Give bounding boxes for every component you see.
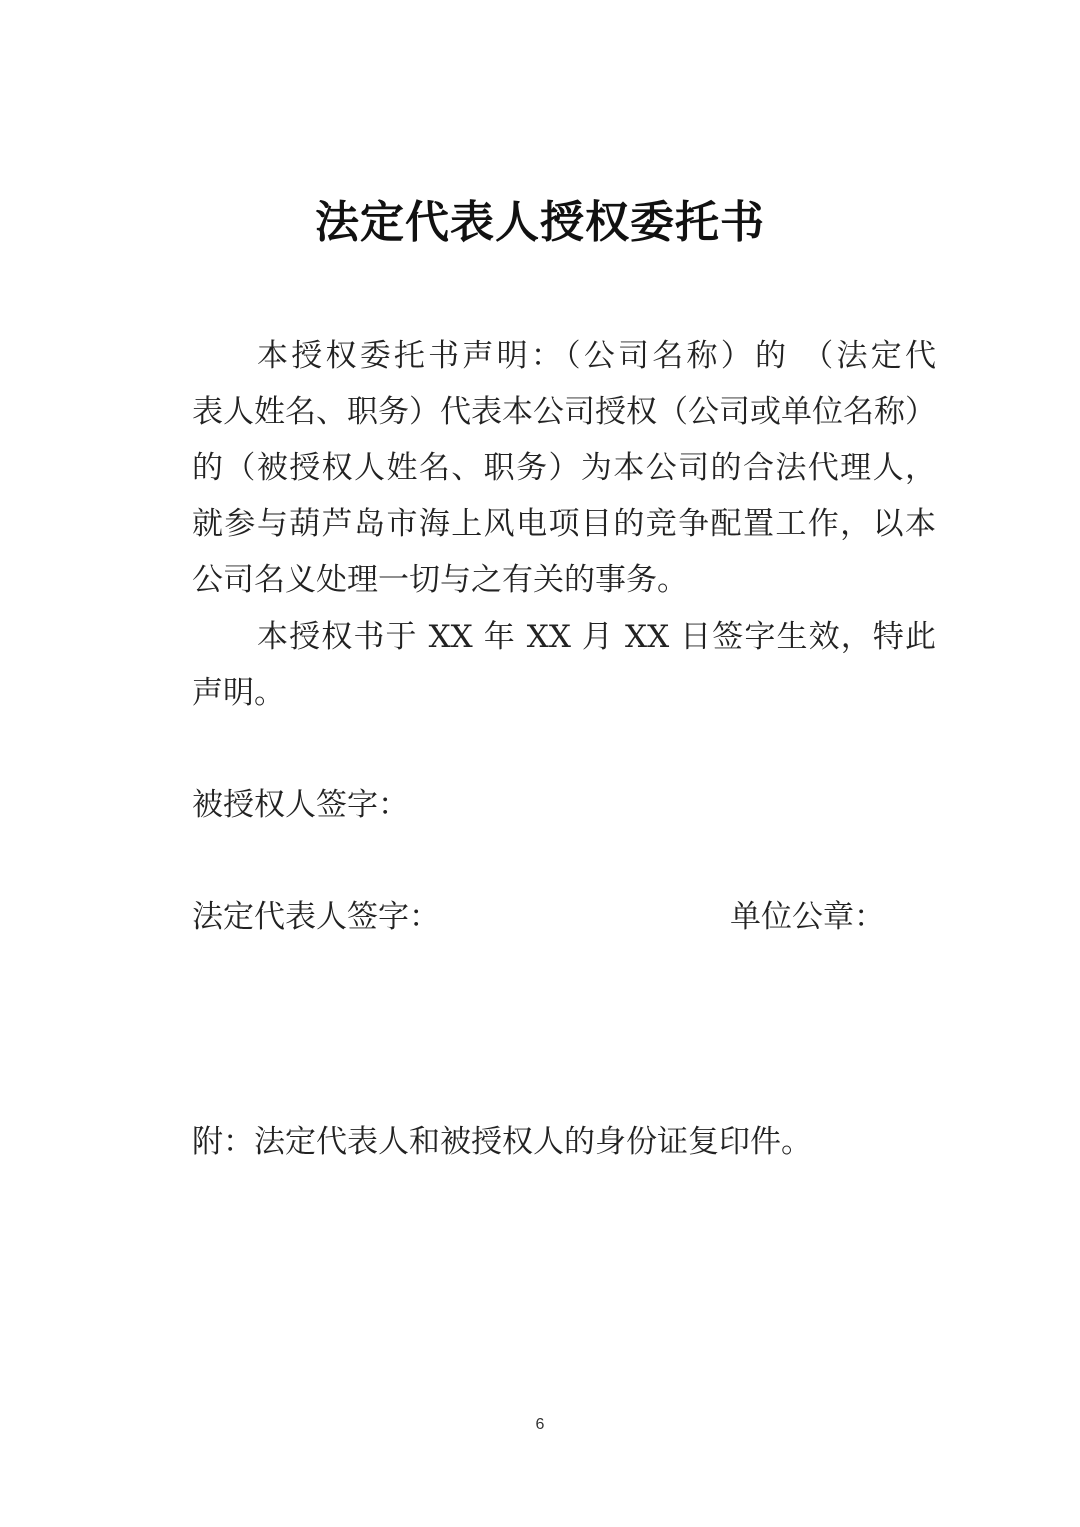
paragraph-line: 本授权委托书声明：（公司名称）的 （法定代 (257, 338, 936, 374)
company-seal-label: 单位公章： (730, 899, 885, 935)
paragraph-line: 本授权书于 XX 年 XX 月 XX 日签字生效，特此 (257, 619, 936, 655)
authorized-person-signature-label: 被授权人签字： (192, 787, 409, 823)
legal-representative-signature-label: 法定代表人签字： (192, 899, 440, 935)
attachment-note: 附：法定代表人和被授权人的身份证复印件。 (192, 1124, 812, 1160)
paragraph-line: 公司名义处理一切与之有关的事务。 (192, 562, 688, 598)
paragraph-line: 声明。 (192, 675, 285, 711)
document-title: 法定代表人授权委托书 (315, 197, 765, 248)
paragraph-line: 就参与葫芦岛市海上风电项目的竞争配置工作，以本 (192, 506, 936, 542)
page-number: 6 (535, 1416, 545, 1433)
paragraph-line: 表人姓名、职务）代表本公司授权（公司或单位名称） (192, 394, 936, 430)
paragraph-line: 的（被授权人姓名、职务）为本公司的合法代理人， (192, 450, 936, 486)
